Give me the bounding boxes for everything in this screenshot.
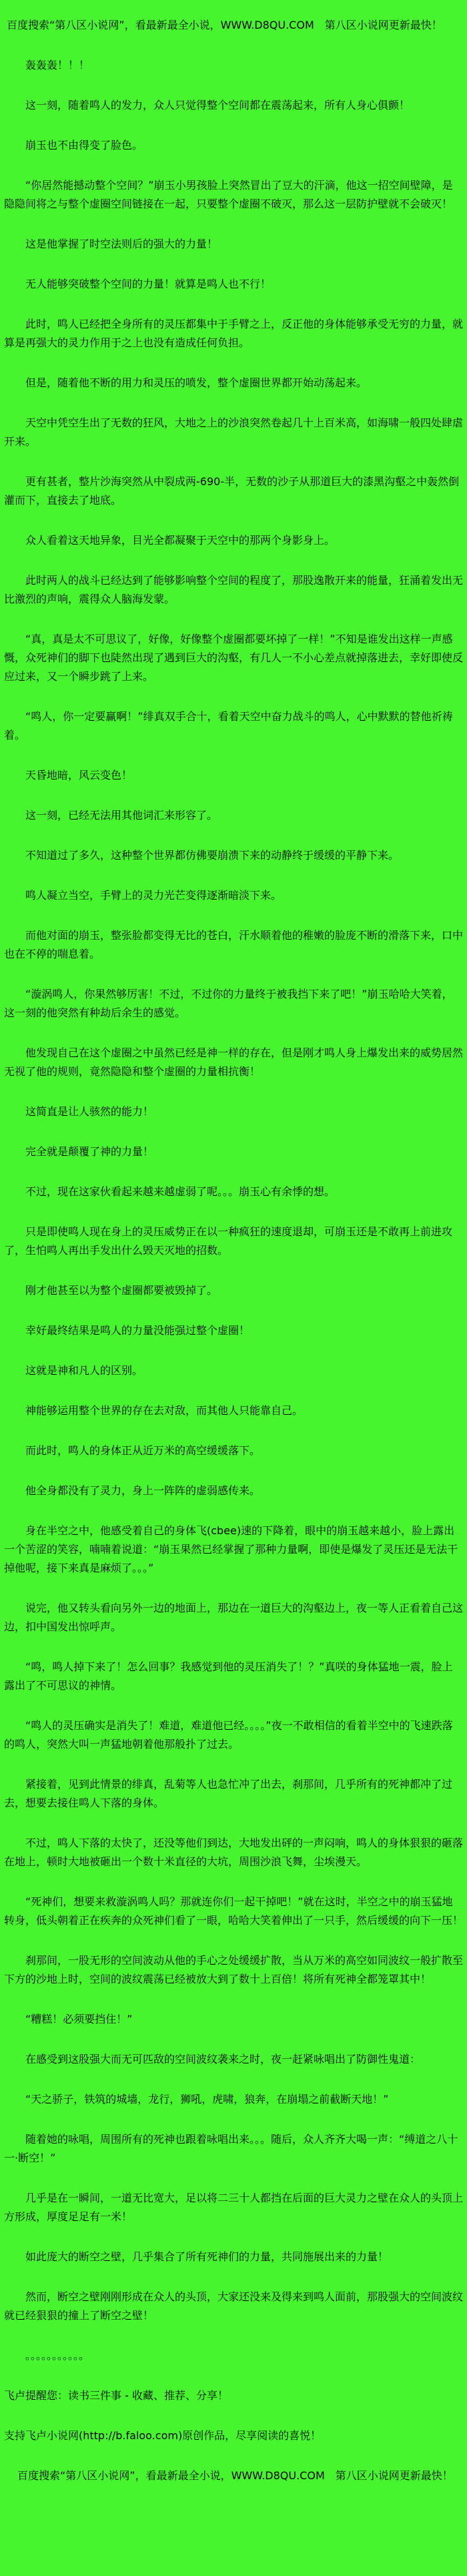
faloo-support: 支持飞卢小说网(http://b.faloo.com)原创作品，尽享阅读的喜悦！ [4,2429,322,2442]
body-paragraph: “死神们，想要来救漩涡鸣人吗？那就连你们一起干掉吧！”就在这时，半空之中的崩玉猛地转身，低头朝着正在疾奔的众死神们看了一眼，哈哈大笑着伸出了一只手，然后缓缓的向下一压！ [4,1895,464,1927]
body-paragraph: 如此庞大的断空之壁，几乎集合了所有死神们的力量，共同施展出来的力量！ [25,2250,389,2263]
body-paragraph: 此时两人的战斗已经达到了能够影响整个空间的程度了，那股逸散开来的能量，狂涌着发出无比激烈的声响，震得众人脑海发蒙。 [4,574,464,605]
body-paragraph: 此时，鸣人已经把全身所有的灵压都集中于手臂之上，反正他的身体能够承受无穷的力量，就算是再强大的灵力作用于之上也没有造成任何负担。 [4,318,464,349]
body-paragraph: 这一刻，已经无法用其他词汇来形容了。 [25,809,218,822]
body-paragraph: 这一刻，随着鸣人的发力，众人只觉得整个空间都在震荡起来，所有人身心俱颤！ [25,99,410,111]
site-promo-top: 百度搜索“第八区小说网”，看最新最全小说，WWW.D8QU.COM 第八区小说网更新最快！ [7,19,442,31]
body-paragraph: 几乎是在一瞬间，一道无比宽大，足以将二三十人都挡在后面的巨大灵力之壁在众人的头顶上方形成，厚度足足有一米！ [4,2192,464,2223]
body-paragraph: 更有甚者，整片沙海突然从中裂成两-690-半，无数的沙子从那道巨大的漆黑沟壑之中轰然倒灌而下，直接去了地底。 [4,475,460,507]
body-paragraph: 在感受到这股强大而无可匹敌的空间波纹袭来之时，夜一赶紧咏唱出了防御性鬼道： [25,2053,421,2065]
body-paragraph: 无人能够突破整个空间的力量！就算是鸣人也不行！ [25,278,272,290]
body-paragraph: 刚才他甚至以为整个虚圈都要被毁掉了。 [25,1284,218,1297]
body-paragraph: 众人看着这天地异象，目光全都凝聚于天空中的那两个身影身上。 [25,534,336,547]
body-paragraph: 说完，他又转头看向另外一边的地面上，那边在一道巨大的沟壑边上，夜一等人正看着自己这边，扣中国发出惊呼声。 [4,1602,464,1633]
body-paragraph: 然而，断空之壁刚刚形成在众人的头顶，大家还没来及得来到鸣人面前，那股强大的空间波纹就已经狠狠的撞上了断空之壁！ [4,2290,464,2322]
body-paragraph: 只是即使鸣人现在身上的灵压威势正在以一种疯狂的速度退却，可崩玉还是不敢再上前进攻了，生怕鸣人再出手发出什么毁天灭地的招数。 [4,1225,453,1257]
body-paragraph: 不过，现在这家伙看起来越来越虚弱了呢。。。崩玉心有余悸的想。 [25,1185,336,1198]
body-paragraph: “鸣人的灵压确实是消失了！难道，难道他已经。。。。”夜一不敢相信的看着半空中的飞速跌落的鸣人，突然大叫一声猛地朝着他那般扑了过去。 [4,1719,453,1750]
body-paragraph: 幸好最终结果是鸣人的力量没能强过整个虚圈！ [25,1324,250,1337]
chapter-text [4,16,463,2485]
body-paragraph: “漩涡鸣人，你果然够厉害！不过，不过你的力量终于被我挡下来了吧！”崩玉哈哈大笑着，这一刻的他突然有种劫后余生的感觉。 [4,988,453,1019]
body-paragraph: 随着她的咏唱，周围所有的死神也跟着咏唱出来。。。随后，众人齐齐大喝一声：“缚道之八十一·断空！” [4,2133,458,2164]
body-paragraph: 他发现自己在这个虚圈之中虽然已经是神一样的存在，但是刚才鸣人身上爆发出来的威势居然无视了他的规则，竟然隐隐和整个虚圈的力量相抗衡！ [4,1046,464,1078]
body-paragraph: 而此时，鸣人的身体正从近万米的高空缓缓落下。 [25,1444,261,1457]
body-paragraph: “真，真是太不可思议了，好像，好像整个虚圈都要坏掉了一样！”不知是谁发出这样一声感慨，众死神们的脚下也陡然出现了遇到巨大的沟壑，有几人一不小心差点就掉落进去，幸好即使反应过来，又一个瞬步跳了上来。 [4,633,464,683]
body-paragraph: 完全就是颠覆了神的力量！ [25,1145,154,1158]
body-paragraph: 这简直是让人骇然的能力！ [25,1105,154,1118]
body-paragraph: “鸣，鸣人掉下来了！怎么回事？我感觉到他的灵压消失了！？”真咲的身体猛地一震，脸上露出了不可思议的神情。 [4,1660,453,1692]
body-paragraph: “糟糕！必须要挡住！” [25,2013,133,2025]
body-paragraph: 但是，随着他不断的用力和灵压的喷发，整个虚圈世界都开始动荡起来。 [25,376,368,389]
site-promo-bottom: 百度搜索“第八区小说网”，看最新最全小说，WWW.D8QU.COM 第八区小说网更新最快！ [17,2469,453,2482]
body-paragraph: 这是他掌握了时空法则后的强大的力量！ [25,238,218,250]
body-paragraph: “天之骄子，铁筑的城墙，龙行，狮吼，虎啸，狼奔，在崩塌之前截断天地！” [25,2093,389,2106]
body-paragraph: 崩玉也不由得变了脸色。 [25,139,143,151]
separator-dots: 。。。。。。。。。。。 [25,2349,90,2362]
body-paragraph: 神能够运用整个世界的存在去对敌，而其他人只能靠自己。 [25,1404,304,1417]
sfx-line: 轰轰轰！！！ [25,59,90,71]
body-paragraph: 紧接着，见到此情景的绯真，乱菊等人也急忙冲了出去，刹那间，几乎所有的死神都冲了过去，想要去接住鸣人下落的身体。 [4,1778,453,1809]
body-paragraph: “鸣人，你一定要赢啊！”绯真双手合十，看着天空中奋力战斗的鸣人，心中默默的替他祈祷着。 [4,710,453,741]
body-paragraph: 身在半空之中，他感受着自己的身体飞(cbee)速的下降着，眼中的崩玉越来越小，脸上露出一个苦涩的笑容，喃喃着说道：“崩玉果然已经掌握了那种力量啊，即使是爆发了灵压还是无法干掉他呢，接下来真是麻烦了。。。” [4,1524,458,1574]
faloo-reminder: 飞卢提醒您：读书三件事 - 收藏、推荐、分享！ [4,2389,228,2402]
body-paragraph: 而他对面的崩玉，整张脸都变得无比的苍白，汗水顺着他的稚嫩的脸庞不断的滑落下来，口中也在不停的喘息着。 [4,929,464,960]
body-paragraph: 刹那间，一股无形的空间波动从他的手心之处缓缓扩散，当从万米的高空如同波纹一般扩散至下方的沙地上时，空间的波纹震荡已经被放大到了数十上百倍！将所有死神全都笼罩其中！ [4,1954,464,1985]
body-paragraph: 天空中凭空生出了无数的狂风，大地之上的沙浪突然卷起几十上百米高，如海啸一般四处肆虐开来。 [4,416,464,448]
body-paragraph: 这就是神和凡人的区别。 [25,1364,143,1377]
body-paragraph: 鸣人凝立当空，手臂上的灵力光芒变得逐渐暗淡下来。 [25,889,282,902]
body-paragraph: “你居然能撼动整个空间？”崩玉小男孩脸上突然冒出了豆大的汗滴，他这一招空间壁障，是隐隐间将之与整个虚圈空间链接在一起，只要整个虚圈不破灭，那么这一层防护壁就不会破灭！ [4,179,453,210]
body-paragraph: 不知道过了多久，这种整个世界都仿佛要崩溃下来的动静终于缓缓的平静下来。 [25,849,400,862]
body-paragraph: 不过，鸣人下落的太快了，还没等他们到达，大地发出砰的一声闷响，鸣人的身体狠狠的砸落在地上，顿时大地被砸出一个数十米直径的大坑，周围沙浪飞舞，尘埃漫天。 [4,1837,464,1868]
body-paragraph: 他全身都没有了灵力，身上一阵阵的虚弱感传来。 [25,1484,261,1497]
body-paragraph: 天昏地暗，风云变色！ [25,769,133,781]
